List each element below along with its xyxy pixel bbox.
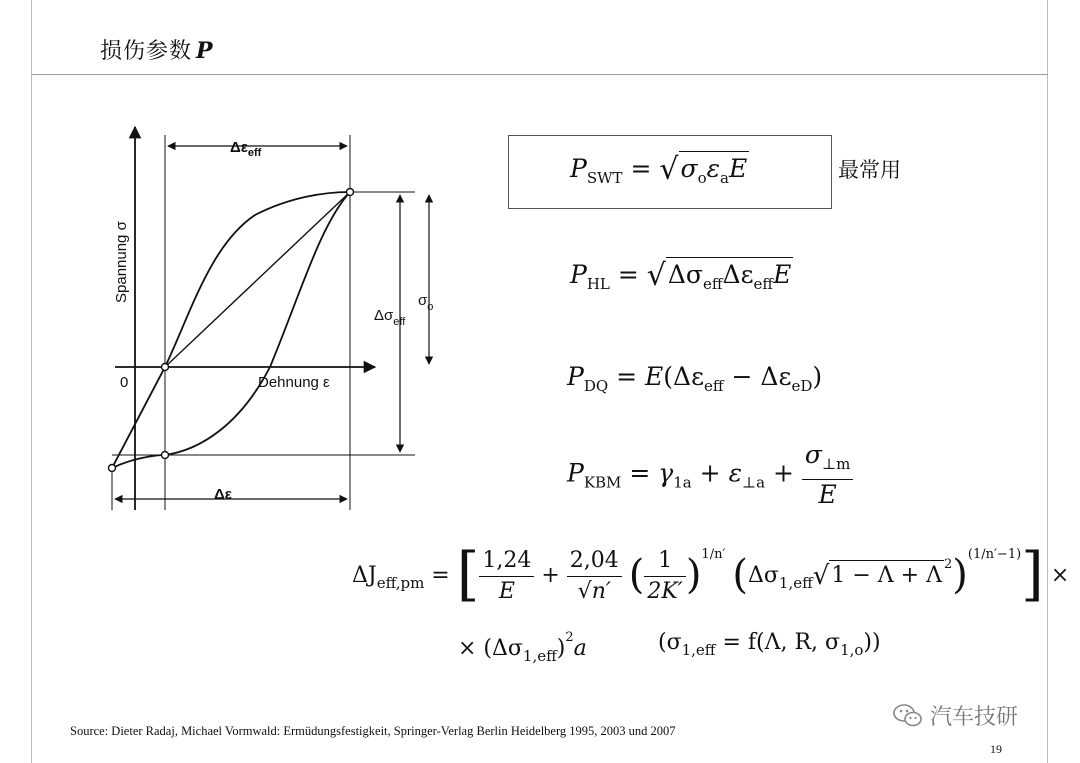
formula-kbm: $P_{KBM} = \gamma_{1a} + \varepsilon_{\perp a}$ + $\frac{\sigma_{\perp m}}{E}$ [567, 440, 853, 510]
origin-label: 0 [120, 374, 129, 391]
formula-dj: $\Delta J_{eff,pm}$ = [ $\frac{1,24}{E}$ + $\frac{2,04}{√n'}$ ( $\frac{1}{2K'}$ )$^{1/n'}$ ($\Delta\sigma_{1,eff}√1 - \Lambda + \Lambda$ $^2$)$^{(1/n'-1)}$] × [352, 540, 1070, 608]
formula-dj-condition: ($\sigma_{1,eff} = f(\Lambda$, R, $\sigma_{1,o}$)) [658, 630, 881, 659]
slide-title [100, 34, 214, 65]
formula-dj-line2: × $(\Delta\sigma_{1,eff})^2a$ [458, 630, 587, 665]
y-axis-label: Spannung σ [113, 221, 130, 303]
sigma-o-label: $\sigma_o$ [418, 292, 434, 313]
delta-sigma-eff-label: $\Delta\sigma_{eff}$ [374, 307, 406, 328]
hysteresis-diagram [90, 115, 434, 515]
title-text: 损伤参数 [100, 39, 193, 64]
title-rule [31, 74, 1048, 75]
formula-swt: $P_{SWT} = √\sigma_o\varepsilon_aE$ [570, 152, 748, 187]
title-symbol: P [196, 38, 214, 64]
formula-dq: $P_{DQ} = E(\Delta\varepsilon_{eff} - \Delta\varepsilon_{eD})$ [567, 362, 823, 395]
delta-eps-eff-label: $\Delta\varepsilon_{eff}$ [230, 139, 262, 159]
watermark [892, 700, 1018, 731]
watermark-text: 汽车技研 [930, 705, 1019, 730]
x-axis-label: Dehnung ε [258, 374, 330, 391]
formula-hl: $P_{HL} = √\Delta\sigma_{eff}\Delta\varepsilon_{eff}E$ [570, 258, 792, 293]
page-number: 19 [990, 742, 1002, 756]
wechat-icon [892, 702, 924, 730]
source-citation: Source: Dieter Radaj, Michael Vormwald: Ermüdungsfestigkeit, Springer-Verlag Berlin Heidelberg 1995, 2003 und 2007 [70, 724, 676, 738]
swt-note: 最常用 [838, 158, 901, 182]
delta-eps-label: Δε [214, 486, 232, 503]
